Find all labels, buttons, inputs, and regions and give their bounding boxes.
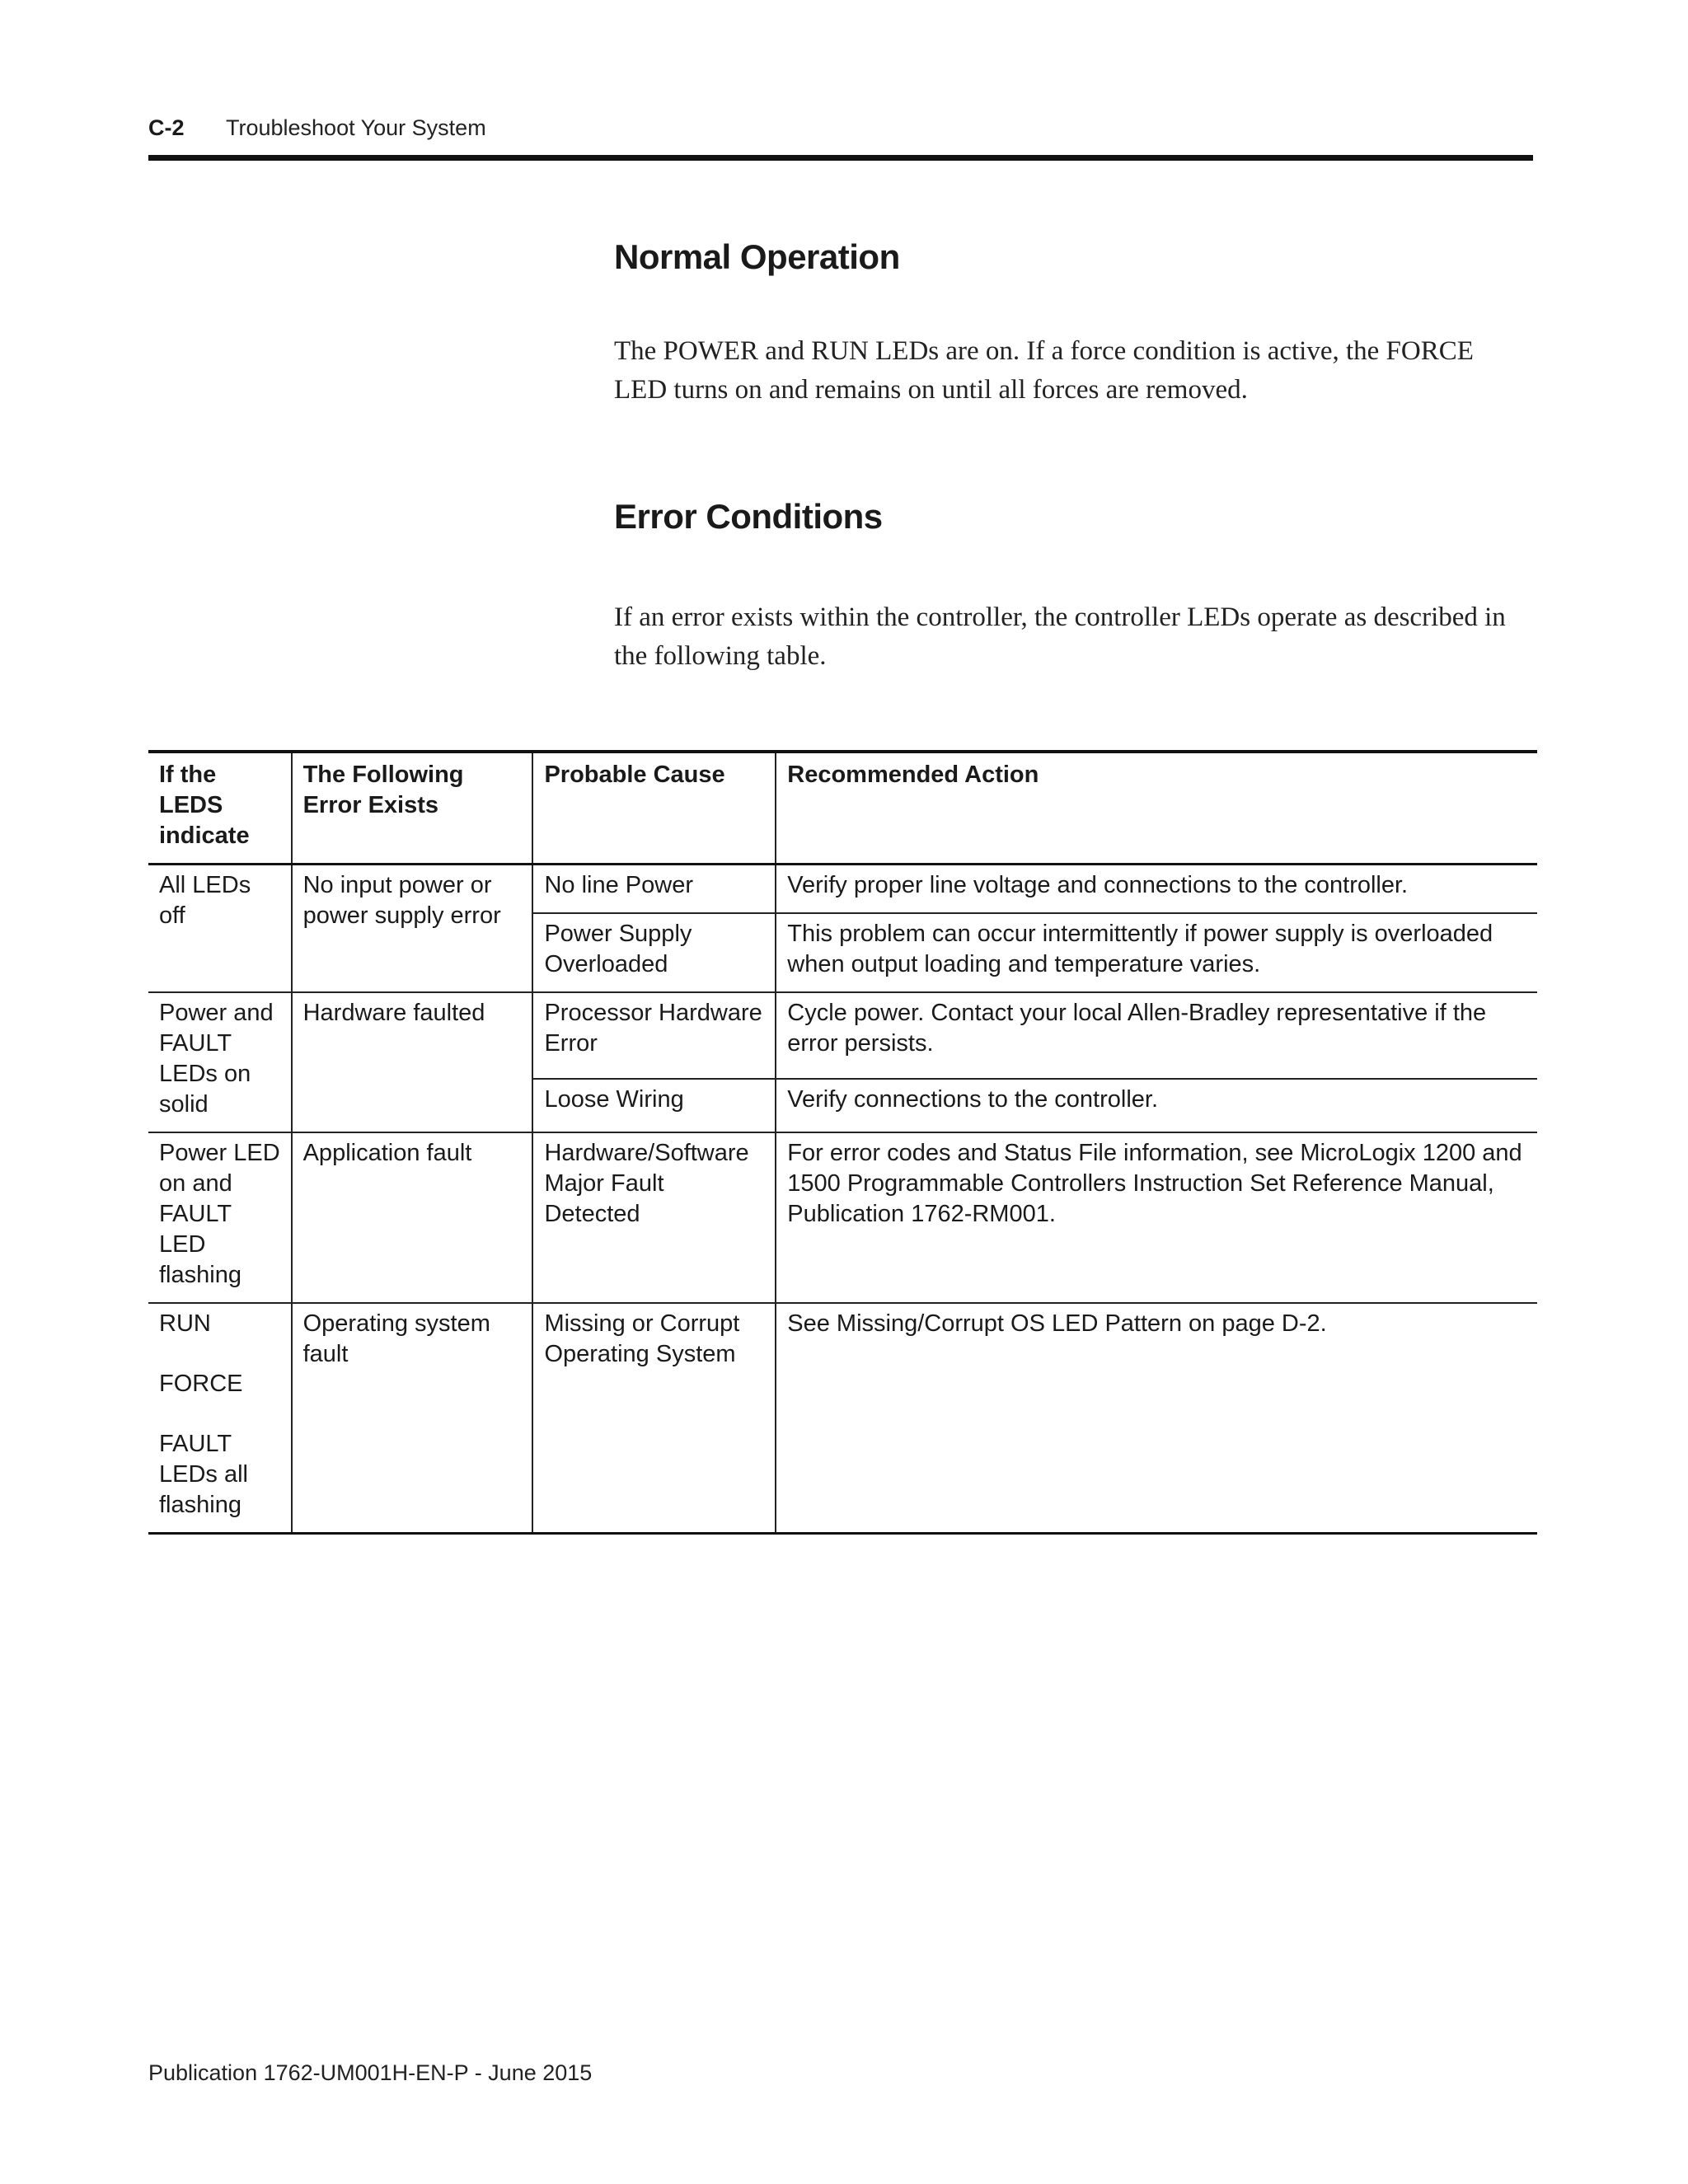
action-cell: Verify proper line voltage and connections to the controller.	[776, 865, 1537, 914]
leds-cell	[148, 1303, 292, 1534]
cause-cell: No line Power	[532, 865, 776, 914]
header-action: Recommended Action	[776, 752, 1537, 865]
leds-cell: Power LED on and FAULT LED flashing	[148, 1132, 292, 1303]
error-cell: Application fault	[292, 1132, 533, 1303]
table-row	[148, 1303, 1537, 1534]
error-cell: No input power or power supply error	[292, 865, 533, 993]
publication-footer: Publication 1762-UM001H-EN-P - June 2015	[148, 2060, 593, 2085]
action-cell: This problem can occur intermittently if power supply is overloaded when output loading and temperature varies.	[776, 913, 1537, 992]
cause-cell: Hardware/Software Major Fault Detected	[532, 1132, 776, 1303]
error-conditions-heading: Error Conditions	[614, 497, 883, 536]
normal-operation-paragraph: The POWER and RUN LEDs are on. If a force condition is active, the FORCE LED turns on and remains on until all forces are removed.	[614, 336, 1474, 405]
header-cause: Probable Cause	[532, 752, 776, 865]
table-row	[148, 992, 1537, 1079]
leds-cell: Power and FAULT LEDs on solid	[148, 992, 292, 1132]
action-cell: Verify connections to the controller.	[776, 1079, 1537, 1132]
error-cell: Hardware faulted	[292, 992, 533, 1132]
cause-cell: Power Supply Overloaded	[532, 913, 776, 992]
page-number: C-2	[148, 115, 185, 140]
table-row	[148, 865, 1537, 914]
running-section-title: Troubleshoot Your System	[226, 115, 486, 140]
action-cell: See Missing/Corrupt OS LED Pattern on page D-2.	[776, 1303, 1537, 1534]
action-cell: Cycle power. Contact your local Allen-Bradley representative if the error persists.	[776, 992, 1537, 1079]
leds-line-fault: FAULT LEDs all flashing	[159, 1431, 248, 1518]
header-error: The Following Error Exists	[292, 752, 533, 865]
error-conditions-paragraph: If an error exists within the controller, the controller LEDs operate as described in the following table.	[614, 602, 1506, 671]
leds-cell: All LEDs off	[148, 865, 292, 993]
action-cell: For error codes and Status File information, see MicroLogix 1200 and 1500 Programmable Controllers Instruction Set Reference Manual, Publication 1762-RM001.	[776, 1132, 1537, 1303]
table-header-row	[148, 752, 1537, 865]
table-row	[148, 1132, 1537, 1303]
leds-line-force: FORCE	[159, 1371, 243, 1397]
error-cell: Operating system fault	[292, 1303, 533, 1534]
cause-cell: Loose Wiring	[532, 1079, 776, 1132]
header-leds: If the LEDS indicate	[148, 752, 292, 865]
cause-cell: Missing or Corrupt Operating System	[532, 1303, 776, 1534]
cause-cell: Processor Hardware Error	[532, 992, 776, 1079]
page-header	[148, 115, 1533, 141]
normal-operation-heading: Normal Operation	[614, 237, 900, 276]
leds-line-run: RUN	[159, 1310, 211, 1337]
header-rule	[148, 155, 1533, 161]
error-conditions-table	[148, 750, 1537, 1535]
